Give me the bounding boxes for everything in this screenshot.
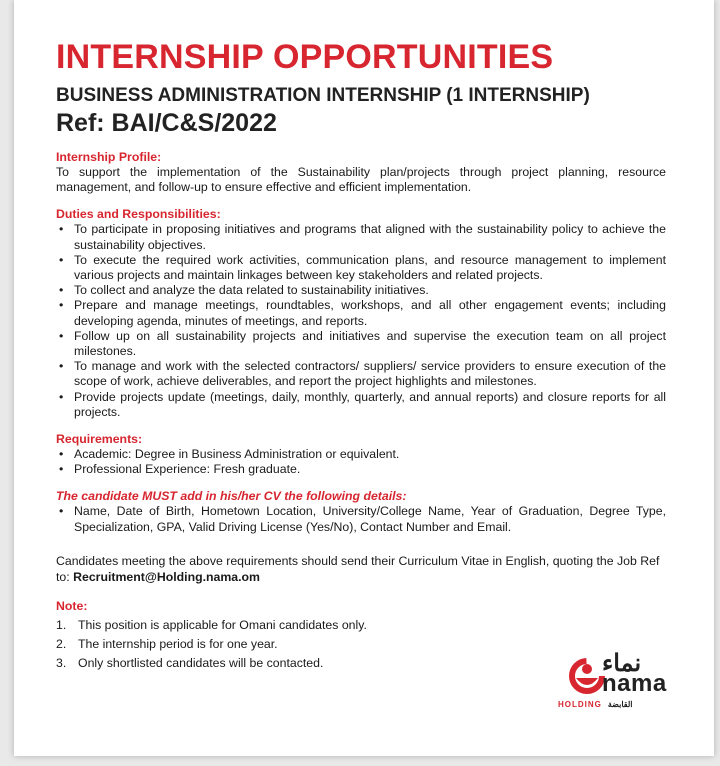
list-item: 1. This position is applicable for Omani candidates only. <box>56 617 367 632</box>
list-item: • Name, Date of Birth, Hometown Location, University/College Name, Year of Graduation, Degree Type, Specialization, GPA, Valid Driving License (Yes/No), Contact Number and Email. <box>59 504 666 534</box>
bullet-icon: • <box>59 504 64 519</box>
requirements-list <box>56 447 666 477</box>
document-page <box>14 0 714 756</box>
requirements-heading: Requirements: <box>56 432 143 447</box>
list-item: • To manage and work with the selected contractors/ suppliers/ service providers to ensure execution of the scope of work, achieve deliverables, and report the project highlights and milestones. <box>59 359 666 389</box>
cv-details-heading: The candidate MUST add in his/her CV the following details: <box>56 489 407 504</box>
bullet-icon: • <box>59 389 64 404</box>
logo-arabic-text: نماء <box>602 650 642 677</box>
list-item: • To participate in proposing initiatives and programs that aligned with the sustainability policy to achieve the sustainability objectives. <box>59 222 666 252</box>
bullet-icon: • <box>59 359 64 374</box>
logo-holding-text: HOLDING القابضة <box>558 700 633 709</box>
note-heading: Note: <box>56 598 88 613</box>
list-item: • To collect and analyze the data related to sustainability initiatives. <box>59 283 429 298</box>
bullet-icon: • <box>59 462 64 477</box>
bullet-icon: • <box>59 298 64 313</box>
bullet-icon: • <box>59 252 64 267</box>
duties-list <box>56 222 666 420</box>
document-content <box>56 36 666 673</box>
position-subtitle: BUSINESS ADMINISTRATION INTERNSHIP (1 INTERNSHIP) <box>56 85 590 106</box>
profile-text: To support the implementation of the Sustainability plan/projects through project planning, resource management, and follow-up to ensure effective and efficient implementation. <box>56 165 666 195</box>
list-item: • Follow up on all sustainability projects and initiatives and supervise the execution team on all project milestones. <box>59 328 666 359</box>
profile-heading: Internship Profile: <box>56 150 162 164</box>
cv-details-list <box>56 504 666 534</box>
bullet-icon: • <box>59 283 64 298</box>
reference-number: Ref: BAI/C&S/2022 <box>56 109 277 137</box>
list-item: • To execute the required work activities, communication plans, and resource management to implement various projects and maintain linkages between key stakeholders and related projects. <box>59 252 666 283</box>
bullet-icon: • <box>59 222 64 237</box>
list-item: 3. Only shortlisted candidates will be contacted. <box>56 655 324 670</box>
nama-holding-logo <box>558 650 670 718</box>
list-item: • Provide projects update (meetings, daily, monthly, quarterly, and annual reports) and closure reports for all projects. <box>59 389 666 419</box>
bullet-icon: • <box>59 447 64 462</box>
recruitment-email: Recruitment@Holding.nama.om <box>73 569 260 584</box>
page-title: INTERNSHIP OPPORTUNITIES <box>56 38 554 76</box>
list-item: 2. The internship period is for one year. <box>56 636 278 651</box>
list-item: • Prepare and manage meetings, roundtables, workshops, and all other engagement events; including developing agenda, minutes of meetings, and reports. <box>59 298 666 328</box>
list-item: • Academic: Degree in Business Administration or equivalent. <box>59 447 400 462</box>
bullet-icon: • <box>59 328 64 343</box>
duties-heading: Duties and Responsibilities: <box>56 207 221 222</box>
application-instructions <box>56 553 666 585</box>
application-text: Candidates meeting the above requirements should send their Curriculum Vitae in English, quoting the Job Ref to: <box>56 553 660 584</box>
logo-latin-text: nama <box>602 670 667 697</box>
list-item: • Professional Experience: Fresh graduate. <box>59 462 301 477</box>
nama-emblem-icon <box>568 656 606 694</box>
